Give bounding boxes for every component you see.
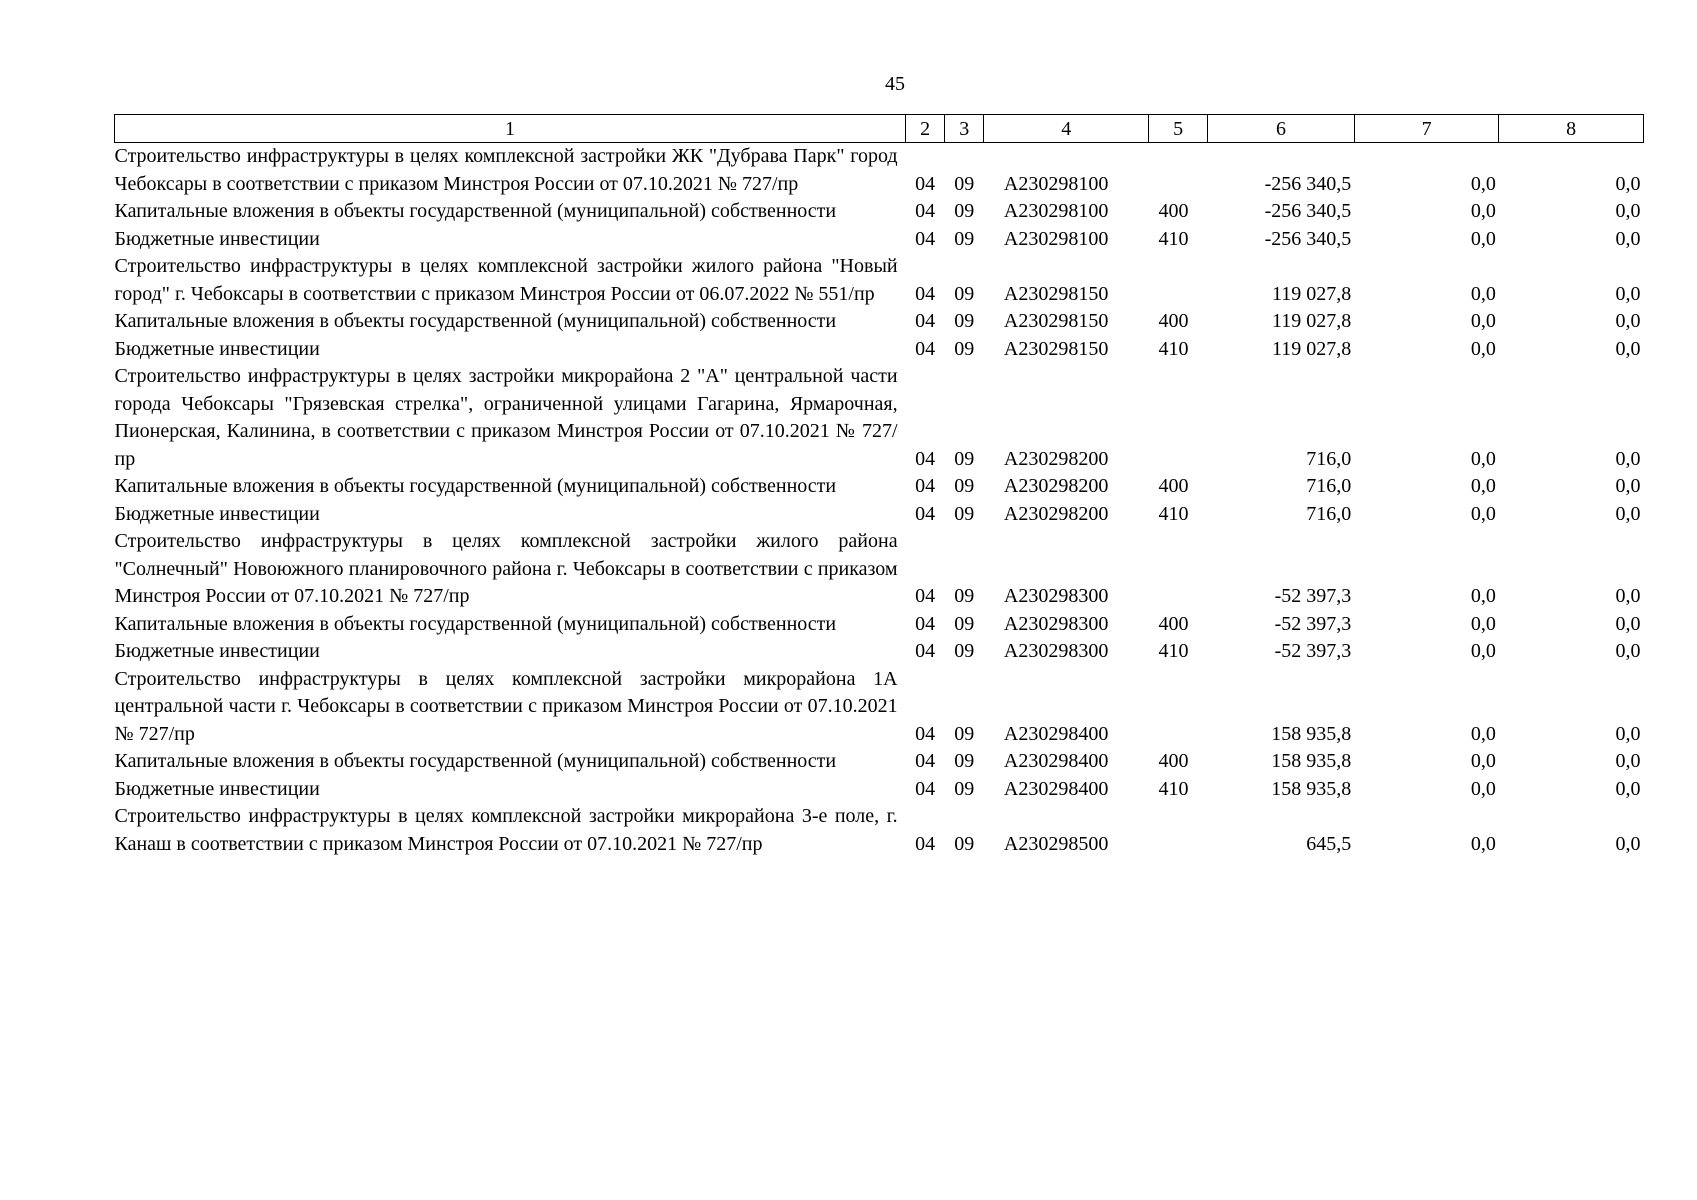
amount-col7: 0,0 xyxy=(1470,200,1496,222)
subsection-code: 09 xyxy=(954,640,975,662)
column-header-5: 5 xyxy=(1149,115,1208,143)
section-code: 04 xyxy=(915,585,936,607)
column-header-6: 6 xyxy=(1208,115,1355,143)
target-article-code: A230298400 xyxy=(1003,750,1109,772)
expense-type-code: 410 xyxy=(1158,502,1189,525)
expense-type-code xyxy=(1149,528,1208,611)
row-name: Бюджетные инвестиции xyxy=(114,777,320,800)
target-article-code: A230298100 xyxy=(1003,172,1109,195)
amount-col6: -52 397,3 xyxy=(1274,585,1352,607)
amount-col6: 158 935,8 xyxy=(1271,750,1352,772)
amount-col6: -256 340,5 xyxy=(1264,227,1352,250)
amount-col6: 119 027,8 xyxy=(1272,282,1352,305)
amount-col8: 0,0 xyxy=(1615,585,1641,607)
table-row xyxy=(115,198,1644,226)
amount-col7: 0,0 xyxy=(1470,282,1496,305)
amount-col7: 0,0 xyxy=(1470,777,1496,800)
subsection-code: 09 xyxy=(954,310,975,332)
section-code: 04 xyxy=(915,777,936,800)
target-article-code: A230298400 xyxy=(1003,777,1109,800)
amount-col6: -256 340,5 xyxy=(1264,172,1352,195)
amount-col7: 0,0 xyxy=(1470,227,1496,250)
target-article-code: A230298200 xyxy=(1003,502,1109,525)
target-article-code: A230298150 xyxy=(1003,282,1109,305)
amount-col6: 119 027,8 xyxy=(1272,310,1352,332)
amount-col6: 645,5 xyxy=(1306,832,1352,855)
target-article-code: A230298300 xyxy=(1003,612,1109,635)
subsection-code: 09 xyxy=(954,750,975,772)
target-article-code: A230298200 xyxy=(1003,447,1109,470)
subsection-code: 09 xyxy=(954,227,975,250)
expense-type-code xyxy=(1149,803,1208,858)
subsection-code: 09 xyxy=(954,832,975,855)
column-header-2: 2 xyxy=(906,115,945,143)
section-code: 04 xyxy=(915,227,936,250)
row-name: Бюджетные инвестиции xyxy=(114,640,320,662)
expense-type-code: 410 xyxy=(1158,640,1189,662)
target-article-code: A230298300 xyxy=(1003,585,1109,607)
column-header-4: 4 xyxy=(984,115,1149,143)
target-article-code: A230298300 xyxy=(1003,640,1109,662)
amount-col8: 0,0 xyxy=(1615,612,1641,635)
target-article-code: A230298100 xyxy=(1003,200,1109,222)
expense-type-code: 410 xyxy=(1158,777,1189,800)
amount-col8: 0,0 xyxy=(1615,502,1641,525)
table-row xyxy=(115,776,1644,804)
row-name: Строительство инфраструктуры в целях застройки микрорайона 2 "А" центральной части города Чебоксары "Грязевская стрелка", ограниченной улицами Гагарина, Ярмарочная, Пионерская, Калинина, в соответствии с приказом Минстроя России от 07.10.2021 № 727/пр xyxy=(114,365,898,470)
row-name: Строительство инфраструктуры в целях комплексной застройки микрорайона 3-е поле, г. Канаш в соответствии с приказом Минстроя России от 07.10.2021 № 727/пр xyxy=(114,805,898,855)
section-code: 04 xyxy=(915,172,936,195)
expense-type-code: 410 xyxy=(1158,337,1189,360)
table-row xyxy=(115,308,1644,336)
amount-col8: 0,0 xyxy=(1615,722,1641,745)
amount-col7: 0,0 xyxy=(1470,832,1496,855)
subsection-code: 09 xyxy=(954,447,975,470)
section-code: 04 xyxy=(915,832,936,855)
section-code: 04 xyxy=(915,447,936,470)
column-header-8: 8 xyxy=(1499,115,1644,143)
row-name: Капитальные вложения в объекты государственной (муниципальной) собственности xyxy=(114,750,837,772)
amount-col8: 0,0 xyxy=(1615,447,1641,470)
page-number: 45 xyxy=(885,73,905,95)
subsection-code: 09 xyxy=(954,475,975,497)
table-row xyxy=(115,336,1644,364)
amount-col6: 716,0 xyxy=(1306,447,1352,470)
amount-col7: 0,0 xyxy=(1470,475,1496,497)
column-header-3: 3 xyxy=(945,115,984,143)
expense-type-code: 400 xyxy=(1158,200,1189,222)
amount-col8: 0,0 xyxy=(1615,172,1641,195)
target-article-code: A230298150 xyxy=(1003,310,1109,332)
section-code: 04 xyxy=(915,200,936,222)
amount-col8: 0,0 xyxy=(1615,310,1641,332)
amount-col8: 0,0 xyxy=(1615,750,1641,772)
table-body xyxy=(115,143,1644,859)
table-row xyxy=(115,638,1644,666)
expense-type-code: 400 xyxy=(1158,750,1189,772)
amount-col6: 119 027,8 xyxy=(1272,337,1352,360)
expense-type-code: 400 xyxy=(1158,475,1189,497)
subsection-code: 09 xyxy=(954,585,975,607)
table-row xyxy=(115,473,1644,501)
target-article-code: A230298100 xyxy=(1003,227,1109,250)
expense-type-code xyxy=(1149,363,1208,473)
row-name: Строительство инфраструктуры в целях комплексной застройки микрорайона 1А центральной части г. Чебоксары в соответствии с приказом Минстроя России от 07.10.2021 № 727/пр xyxy=(114,667,898,745)
table-row xyxy=(115,143,1644,199)
column-header-1: 1 xyxy=(115,115,906,143)
amount-col7: 0,0 xyxy=(1470,337,1496,360)
expense-type-code xyxy=(1149,253,1208,308)
amount-col8: 0,0 xyxy=(1615,777,1641,800)
budget-table xyxy=(114,114,1644,858)
amount-col6: 716,0 xyxy=(1306,502,1352,525)
subsection-code: 09 xyxy=(954,777,975,800)
amount-col8: 0,0 xyxy=(1615,832,1641,855)
amount-col8: 0,0 xyxy=(1615,282,1641,305)
row-name: Капитальные вложения в объекты государственной (муниципальной) собственности xyxy=(114,475,837,497)
table-row xyxy=(115,501,1644,529)
amount-col7: 0,0 xyxy=(1470,640,1496,662)
expense-type-code xyxy=(1149,143,1208,199)
row-name: Строительство инфраструктуры в целях комплексной застройки ЖК "Дубрава Парк" город Чебоксары в соответствии с приказом Минстроя России от 07.10.2021 № 727/пр xyxy=(114,145,898,195)
amount-col7: 0,0 xyxy=(1470,172,1496,195)
amount-col6: -52 397,3 xyxy=(1274,612,1352,635)
target-article-code: A230298500 xyxy=(1003,832,1109,855)
subsection-code: 09 xyxy=(954,502,975,525)
amount-col8: 0,0 xyxy=(1615,640,1641,662)
subsection-code: 09 xyxy=(954,612,975,635)
amount-col6: 716,0 xyxy=(1306,475,1352,497)
amount-col7: 0,0 xyxy=(1470,310,1496,332)
table-row xyxy=(115,611,1644,639)
expense-type-code xyxy=(1149,666,1208,749)
section-code: 04 xyxy=(915,640,936,662)
amount-col7: 0,0 xyxy=(1470,585,1496,607)
section-code: 04 xyxy=(915,475,936,497)
section-code: 04 xyxy=(915,282,936,305)
table-row xyxy=(115,253,1644,308)
section-code: 04 xyxy=(915,750,936,772)
amount-col6: -256 340,5 xyxy=(1264,200,1352,222)
expense-type-code: 400 xyxy=(1158,612,1189,635)
row-name: Строительство инфраструктуры в целях комплексной застройки жилого района "Солнечный" Новоюжного планировочного района г. Чебоксары в соответствии с приказом Минстроя России от 07.10.2021 № 727/пр xyxy=(114,530,898,607)
subsection-code: 09 xyxy=(954,200,975,222)
column-header-7: 7 xyxy=(1354,115,1499,143)
row-name: Бюджетные инвестиции xyxy=(114,502,320,525)
target-article-code: A230298150 xyxy=(1003,337,1109,360)
amount-col8: 0,0 xyxy=(1615,227,1641,250)
amount-col7: 0,0 xyxy=(1470,447,1496,470)
amount-col8: 0,0 xyxy=(1615,475,1641,497)
table-row xyxy=(115,363,1644,473)
amount-col6: -52 397,3 xyxy=(1274,640,1352,662)
subsection-code: 09 xyxy=(954,282,975,305)
amount-col6: 158 935,8 xyxy=(1271,777,1352,800)
table-row xyxy=(115,748,1644,776)
amount-col8: 0,0 xyxy=(1615,200,1641,222)
amount-col7: 0,0 xyxy=(1470,502,1496,525)
row-name: Строительство инфраструктуры в целях комплексной застройки жилого района "Новый город" г. Чебоксары в соответствии с приказом Минстроя России от 06.07.2022 № 551/пр xyxy=(114,255,898,305)
row-name: Капитальные вложения в объекты государственной (муниципальной) собственности xyxy=(114,200,837,222)
section-code: 04 xyxy=(915,722,936,745)
expense-type-code: 400 xyxy=(1158,310,1189,332)
subsection-code: 09 xyxy=(954,172,975,195)
table-row xyxy=(115,226,1644,254)
column-number-header-row xyxy=(115,115,1644,143)
amount-col7: 0,0 xyxy=(1470,722,1496,745)
section-code: 04 xyxy=(915,502,936,525)
subsection-code: 09 xyxy=(954,722,975,745)
amount-col6: 158 935,8 xyxy=(1271,722,1352,745)
section-code: 04 xyxy=(915,337,936,360)
target-article-code: A230298200 xyxy=(1003,475,1109,497)
subsection-code: 09 xyxy=(954,337,975,360)
table-row xyxy=(115,803,1644,858)
table-row xyxy=(115,666,1644,749)
amount-col8: 0,0 xyxy=(1615,337,1641,360)
target-article-code: A230298400 xyxy=(1003,722,1109,745)
section-code: 04 xyxy=(915,310,936,332)
row-name: Бюджетные инвестиции xyxy=(114,337,320,360)
amount-col7: 0,0 xyxy=(1470,750,1496,772)
row-name: Бюджетные инвестиции xyxy=(114,227,320,250)
row-name: Капитальные вложения в объекты государственной (муниципальной) собственности xyxy=(114,612,837,635)
row-name: Капитальные вложения в объекты государственной (муниципальной) собственности xyxy=(114,310,837,332)
section-code: 04 xyxy=(915,612,936,635)
table-row xyxy=(115,528,1644,611)
amount-col7: 0,0 xyxy=(1470,612,1496,635)
expense-type-code: 410 xyxy=(1158,227,1189,250)
